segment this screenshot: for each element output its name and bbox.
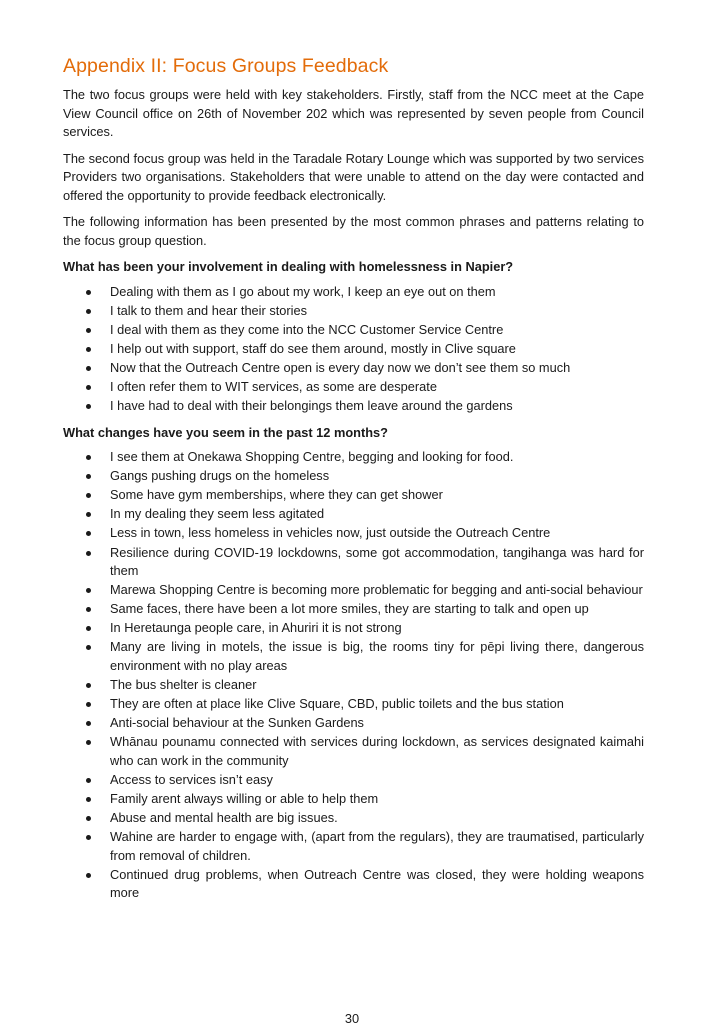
list-item (63, 866, 644, 903)
bullet-icon (86, 366, 91, 371)
list-item-text: The bus shelter is cleaner (110, 677, 257, 692)
list-item-text: I see them at Onekawa Shopping Centre, begging and looking for food. (110, 449, 514, 465)
intro-paragraph-2: The second focus group was held in the Taradale Rotary Lounge which was supported by two services Providers two organisations. Stakeholders that were unable to attend on the day were contacted and offered the opportunity to provide feedback electronically. (63, 150, 644, 203)
list-item-text: In Heretaunga people care, in Ahuriri it is not strong (110, 620, 402, 636)
bullet-icon (86, 512, 91, 517)
list-item-text: Abuse and mental health are big issues. (110, 810, 338, 826)
list-item (63, 676, 644, 695)
bullet-icon (86, 309, 91, 314)
bullet-icon (86, 455, 91, 460)
list-item (63, 467, 644, 486)
list-item-text: Same faces, there have been a lot more smiles, they are starting to talk and open up (110, 601, 589, 617)
intro-paragraph-1: The two focus groups were held with key stakeholders. Firstly, staff from the NCC meet at the Cape View Council office on 26th of November 202 which was represented by seven people from Council services. (63, 87, 644, 139)
list-item (63, 695, 644, 714)
list-item-text: Wahine are harder to engage with, (apart from the regulars), they are traumatised, particularly from removal of children. (110, 829, 644, 863)
bullet-icon (86, 328, 91, 333)
list-item-text: Some have gym memberships, where they can get shower (110, 487, 443, 503)
list-item (63, 359, 644, 378)
list-item-text: I have had to deal with their belongings them leave around the gardens (110, 398, 513, 414)
question-2-heading: What changes have you seem in the past 12 months? (63, 424, 388, 440)
list-item (63, 448, 644, 467)
list-item-text: I often refer them to WIT services, as some are desperate (110, 378, 437, 394)
list-item-text: Anti-social behaviour at the Sunken Gardens (110, 715, 364, 731)
list-item (63, 486, 644, 505)
list-item (63, 790, 644, 809)
list-item (63, 771, 644, 790)
list-item (63, 283, 644, 302)
list-item (63, 321, 644, 340)
list-item-text: Now that the Outreach Centre open is every day now we don’t see them so much (110, 359, 571, 375)
list-item (63, 505, 644, 524)
question-2-answer-list (63, 448, 644, 903)
bullet-icon (86, 873, 91, 878)
bullet-icon (86, 797, 91, 802)
list-item-text: Gangs pushing drugs on the homeless (110, 468, 330, 484)
bullet-icon (86, 645, 91, 650)
list-item-text: In my dealing they seem less agitated (110, 506, 325, 522)
list-item-text: Less in town, less homeless in vehicles now, just outside the Outreach Centre (110, 525, 551, 541)
list-item (63, 600, 644, 619)
list-item (63, 524, 644, 543)
bullet-icon (86, 531, 91, 536)
list-item (63, 340, 644, 359)
list-item (63, 733, 644, 770)
list-item-text: Access to services isn’t easy (110, 771, 273, 787)
list-item (63, 638, 644, 675)
question-1-answer-list (63, 283, 644, 416)
list-item (63, 302, 644, 321)
bullet-icon (86, 721, 91, 726)
list-item-text: Many are living in motels, the issue is big, the rooms tiny for pēpi living there, dangerous environment with no play areas (110, 639, 644, 673)
bullet-icon (86, 551, 91, 556)
bullet-icon (86, 607, 91, 612)
bullet-icon (86, 474, 91, 479)
bullet-icon (86, 683, 91, 688)
list-item-text: Whānau pounamu connected with services during lockdown, as services designated kaimahi who can work in the community (110, 734, 644, 768)
list-item-text: Family arent always willing or able to help them (110, 790, 379, 806)
bullet-icon (86, 404, 91, 409)
bullet-icon (86, 347, 91, 352)
list-item (63, 397, 644, 416)
list-item-text: Dealing with them as I go about my work, I keep an eye out on them (110, 283, 496, 299)
intro-paragraph-3: The following information has been presented by the most common phrases and patterns relating to the focus group question. (63, 214, 644, 248)
list-item (63, 581, 644, 600)
list-item (63, 378, 644, 397)
bullet-icon (86, 626, 91, 631)
list-item-text: Continued drug problems, when Outreach Centre was closed, they were holding weapons more (110, 866, 644, 901)
question-1-heading: What has been your involvement in dealing with homelessness in Napier? (63, 259, 514, 274)
list-item (63, 828, 644, 865)
list-item-text: Marewa Shopping Centre is becoming more problematic for begging and anti-social behaviour (110, 582, 643, 598)
list-item-text: Resilience during COVID-19 lockdowns, some got accommodation, tangihanga was hard for them (110, 544, 644, 579)
page-number: 30 (344, 1011, 360, 1026)
bullet-icon (86, 588, 91, 593)
bullet-icon (86, 702, 91, 707)
list-item-text: I deal with them as they come into the NCC Customer Service Centre (110, 321, 504, 337)
appendix-heading: Appendix II: Focus Groups Feedback (63, 55, 389, 77)
list-item-text: I talk to them and hear their stories (110, 302, 308, 318)
list-item-text: I help out with support, staff do see them around, mostly in Clive square (110, 340, 516, 356)
bullet-icon (86, 493, 91, 498)
bullet-icon (86, 816, 91, 821)
list-item (63, 809, 644, 828)
list-item (63, 714, 644, 733)
bullet-icon (86, 385, 91, 390)
list-item (63, 544, 644, 581)
bullet-icon (86, 835, 91, 840)
page-content (63, 53, 644, 909)
list-item (63, 619, 644, 638)
list-item-text: They are often at place like Clive Square, CBD, public toilets and the bus station (110, 696, 564, 712)
bullet-icon (86, 290, 91, 295)
bullet-icon (86, 778, 91, 783)
bullet-icon (86, 740, 91, 745)
